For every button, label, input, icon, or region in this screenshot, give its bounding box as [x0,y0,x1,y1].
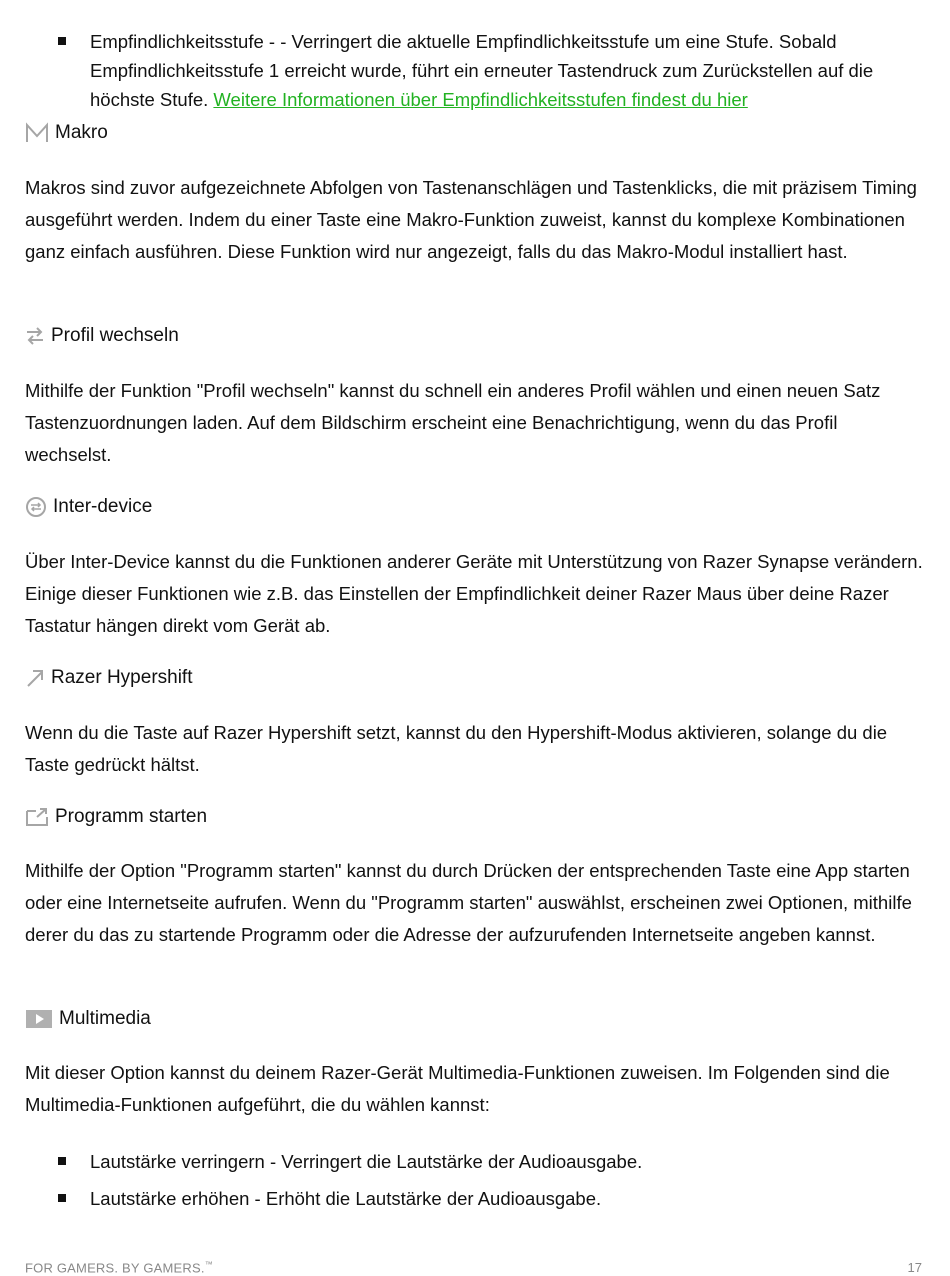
bullet-text: Empfindlichkeitsstufe - - Verringert die aktuelle Empfindlichkeitsstufe um eine Stufe. Sobald Empfindlichkeitsstufe 1 erreicht wurde, führt ein erneuter Tastendruck zum Zurückstellen auf die höchste Stufe. [90,31,874,110]
section-heading-profil-wechseln [25,321,179,351]
bullet-square-icon [58,37,66,45]
sensitivity-info-link[interactable]: Weitere Informationen über Empfindlichkeitsstufen findest du hier [213,89,748,110]
bullet-square-icon [58,1194,66,1202]
section-body-programm-starten: Mithilfe der Option "Programm starten" kannst du durch Drücken der entsprechenden Taste eine App starten oder eine Internetseite aufrufen. Wenn du "Programm starten" auswählst, erscheinen zwei Optionen, mithilfe derer du das zu startende Programm oder die Adresse der aufzurufenden Internetseite angeben kannst. [25,860,912,945]
section-title: Razer Hypershift [51,667,193,688]
section-heading-programm-starten [25,802,207,832]
section-title: Profil wechseln [51,325,179,346]
section-title: Inter-device [53,496,153,517]
section-heading-makro [25,118,108,148]
section-body-razer-hypershift: Wenn du die Taste auf Razer Hypershift setzt, kannst du den Hypershift-Modus aktivieren, solange du die Taste gedrückt hältst. [25,722,888,775]
bullet-text: Lautstärke verringern - Verringert die Lautstärke der Audioausgabe. [90,1151,643,1172]
section-title: Makro [55,122,108,143]
multimedia-play-icon [25,1009,53,1029]
switch-arrows-icon [25,326,45,346]
bullet-text: Lautstärke erhöhen - Erhöht die Lautstärke der Audioausgabe. [90,1188,602,1209]
list-item [0,27,950,114]
section-title: Multimedia [59,1008,151,1029]
section-heading-razer-hypershift [25,663,193,693]
section-body-multimedia: Mit dieser Option kannst du deinem Razer-Gerät Multimedia-Funktionen zuweisen. Im Folgenden sind die Multimedia-Funktionen aufgeführt, die du wählen kannst: [25,1062,890,1115]
inter-device-icon [25,496,47,518]
list-item [0,1147,950,1176]
section-body-makro: Makros sind zuvor aufgezeichnete Abfolgen von Tastenanschlägen und Tastenklicks, die mit präzisem Timing ausgeführt werden. Indem du einer Taste eine Makro-Funktion zuweist, kannst du komplexe Kombinationen ganz einfach ausführen. Diese Funktion wird nur angezeigt, falls du das Makro-Modul installiert hast. [25,177,917,262]
section-heading-multimedia [25,1004,151,1034]
hypershift-arrow-icon [25,668,45,688]
multimedia-function-list [0,1147,950,1213]
section-body-inter-device: Über Inter-Device kannst du die Funktionen anderer Geräte mit Unterstützung von Razer Synapse verändern. Einige dieser Funktionen wie z.B. das Einstellen der Empfindlichkeit deiner Razer Maus über deine Razer Tastatur hängen direkt vom Gerät ab. [25,551,923,636]
launch-program-icon [25,807,49,827]
macro-m-icon [25,122,49,144]
list-item [0,1184,950,1213]
bullet-square-icon [58,1157,66,1165]
footer-tagline [25,1260,213,1275]
trademark-symbol: ™ [204,1260,213,1269]
page-number: 17 [907,1260,922,1275]
section-title: Programm starten [55,806,208,827]
section-body-profil-wechseln: Mithilfe der Funktion "Profil wechseln" kannst du schnell ein anderes Profil wählen und einen neuen Satz Tastenzuordnungen laden. Auf dem Bildschirm erscheint eine Benachrichtigung, wenn du das Profil wechselst. [25,380,881,465]
top-bullet-list [0,27,950,114]
tagline-text: FOR GAMERS. BY GAMERS. [25,1260,205,1276]
section-heading-inter-device [25,492,152,522]
